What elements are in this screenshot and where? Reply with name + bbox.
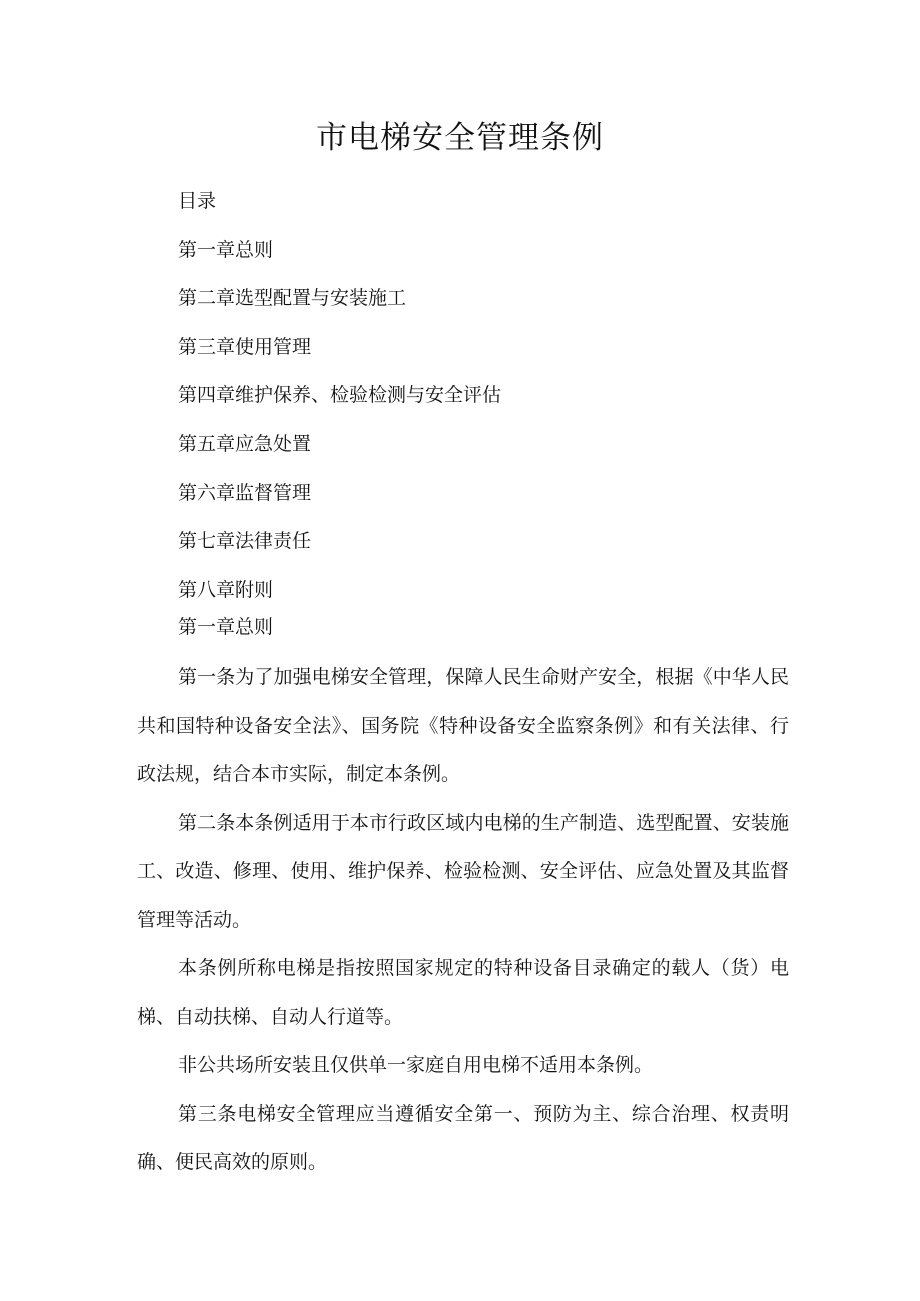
- toc-item: 第一章总则: [178, 238, 274, 261]
- article-paragraph: 第三条电梯安全管理应当遵循安全第一、预防为主、综合治理、权责明确、便民高效的原则。: [137, 1102, 789, 1173]
- article-paragraph: 第一条为了加强电梯安全管理，保障人民生命财产安全，根据《中华人民共和国特种设备安全法》、国务院《特种设备安全监察条例》和有关法律、行政法规，结合本市实际，制定本条例。: [137, 666, 789, 785]
- toc-item: 第五章应急处置: [178, 432, 312, 455]
- toc-label: 目录: [178, 190, 217, 212]
- toc-item: 第七章法律责任: [178, 530, 312, 553]
- article-paragraph: 第二条本条例适用于本市行政区域内电梯的生产制造、选型配置、安装施工、改造、修理、使用、维护保养、检验检测、安全评估、应急处置及其监督管理等活动。: [137, 811, 789, 931]
- toc-item: 第八章附则: [178, 578, 274, 601]
- definition-paragraph: 本条例所称电梯是指按照国家规定的特种设备目录确定的载人（货）电梯、自动扶梯、自动人行道等。: [137, 957, 789, 1028]
- document-title: 市电梯安全管理条例: [316, 120, 604, 156]
- toc-item: 第二章选型配置与安装施工: [178, 287, 407, 310]
- toc-item: 第六章监督管理: [178, 481, 312, 504]
- table-of-contents: [178, 177, 501, 614]
- chapter-heading: 第一章总则: [178, 616, 274, 638]
- toc-item: 第三章使用管理: [178, 335, 312, 358]
- toc-item: 第四章维护保养、检验检测与安全评估: [178, 384, 502, 407]
- exclusion-paragraph: 非公共场所安装且仅供单一家庭自用电梯不适用本条例。: [178, 1054, 654, 1076]
- document-body: [137, 614, 789, 1187]
